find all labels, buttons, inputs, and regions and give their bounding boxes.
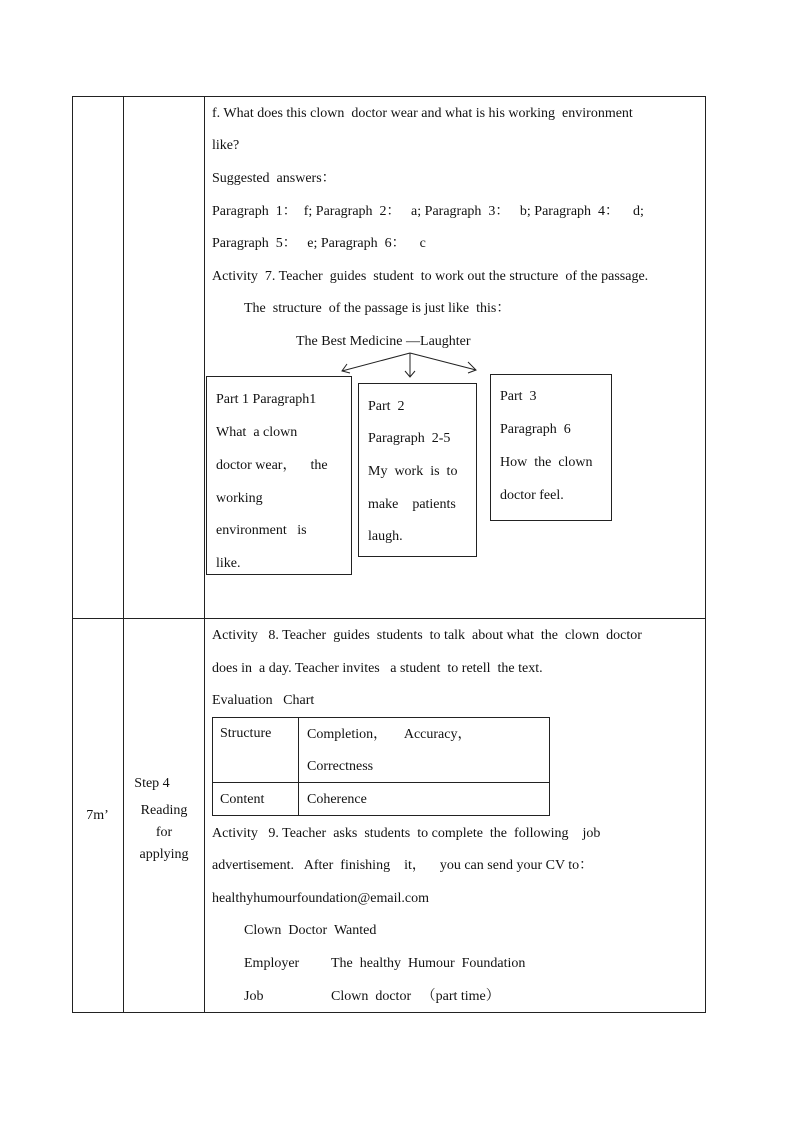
part-1-line: like.	[216, 556, 241, 571]
job-ad-employer-label: Employer	[244, 956, 300, 971]
structure-criteria: Correctness	[307, 759, 374, 774]
evaluation-chart-border-left	[212, 717, 213, 816]
evaluation-chart	[212, 717, 550, 816]
part-3-line: Paragraph 6	[500, 422, 571, 437]
activity-9-line-1: Activity 9. Teacher asks students to complete the following job	[212, 826, 601, 841]
part-1-line: working	[216, 491, 263, 506]
evaluation-chart-divider	[212, 782, 550, 783]
part-2-line: laugh.	[368, 529, 403, 544]
part-2-line: Part 2	[368, 399, 405, 414]
part-3-line: How the clown	[500, 455, 593, 470]
evaluation-chart-border-right	[549, 717, 550, 816]
structure-title: The Best Medicine —Laughter	[296, 334, 471, 349]
content-label: Content	[220, 792, 265, 807]
activity-8-line-2: does in a day. Teacher invites a student to retell the text.	[212, 661, 543, 676]
part-1-line: Part 1 Paragraph1	[216, 392, 317, 407]
question-f-line-1: f. What does this clown doctor wear and what is his working environment	[212, 106, 633, 121]
answers-line-1: Paragraph 1： f; Paragraph 2： a; Paragraph 3： b; Paragraph 4： d;	[212, 204, 644, 219]
arrow-head-part-1	[342, 364, 350, 373]
part-1-line: doctor wear， the	[216, 458, 328, 473]
activity-9-line-2: advertisement. After finishing it， you can send your CV to：	[212, 858, 594, 873]
answers-line-2: Paragraph 5： e; Paragraph 6： c	[212, 236, 426, 251]
job-ad-job-value: Clown doctor （part time）	[331, 989, 500, 1004]
evaluation-chart-title: Evaluation Chart	[212, 693, 315, 708]
part-3-line: Part 3	[500, 389, 537, 404]
cv-email-address: healthyhumourfoundation@email.com	[212, 891, 430, 906]
evaluation-chart-border-top	[212, 717, 550, 718]
structure-intro: The structure of the passage is just like this：	[244, 301, 511, 316]
job-ad-title: Clown Doctor Wanted	[244, 923, 377, 938]
step-label: for	[155, 825, 173, 840]
job-ad-employer-value: The healthy Humour Foundation	[331, 956, 526, 971]
time-cell: 7m’	[86, 808, 109, 823]
structure-part-3-box	[490, 374, 612, 521]
evaluation-chart-border-bottom	[212, 815, 550, 816]
content-criteria: Coherence	[307, 792, 367, 807]
structure-part-1-box	[206, 376, 352, 575]
step-label: Reading	[140, 803, 188, 818]
activity-8-line-1: Activity 8. Teacher guides students to talk about what the clown doctor	[212, 628, 642, 643]
structure-label: Structure	[220, 726, 272, 741]
part-2-line: My work is to	[368, 464, 458, 479]
part-3-line: doctor feel.	[500, 488, 564, 503]
structure-criteria: Completion， Accuracy，	[307, 727, 472, 742]
arrow-to-part-1	[342, 353, 410, 371]
job-ad-job-label: Job	[244, 989, 264, 1004]
suggested-answers-heading: Suggested answers：	[212, 171, 336, 186]
part-1-line: What a clown	[216, 425, 298, 440]
part-2-line: Paragraph 2-5	[368, 431, 451, 446]
step-label: Step 4	[134, 776, 170, 791]
step-label: applying	[139, 847, 189, 862]
activity-7-text: Activity 7. Teacher guides student to work out the structure of the passage.	[212, 269, 649, 284]
part-1-line: environment is	[216, 523, 307, 538]
part-2-line: make patients	[368, 497, 456, 512]
structure-part-2-box	[358, 383, 477, 557]
arrow-to-part-3	[410, 353, 476, 370]
arrow-head-part-3	[468, 362, 476, 373]
evaluation-chart-col-divider	[298, 717, 299, 816]
question-f-line-2: like?	[212, 138, 240, 153]
